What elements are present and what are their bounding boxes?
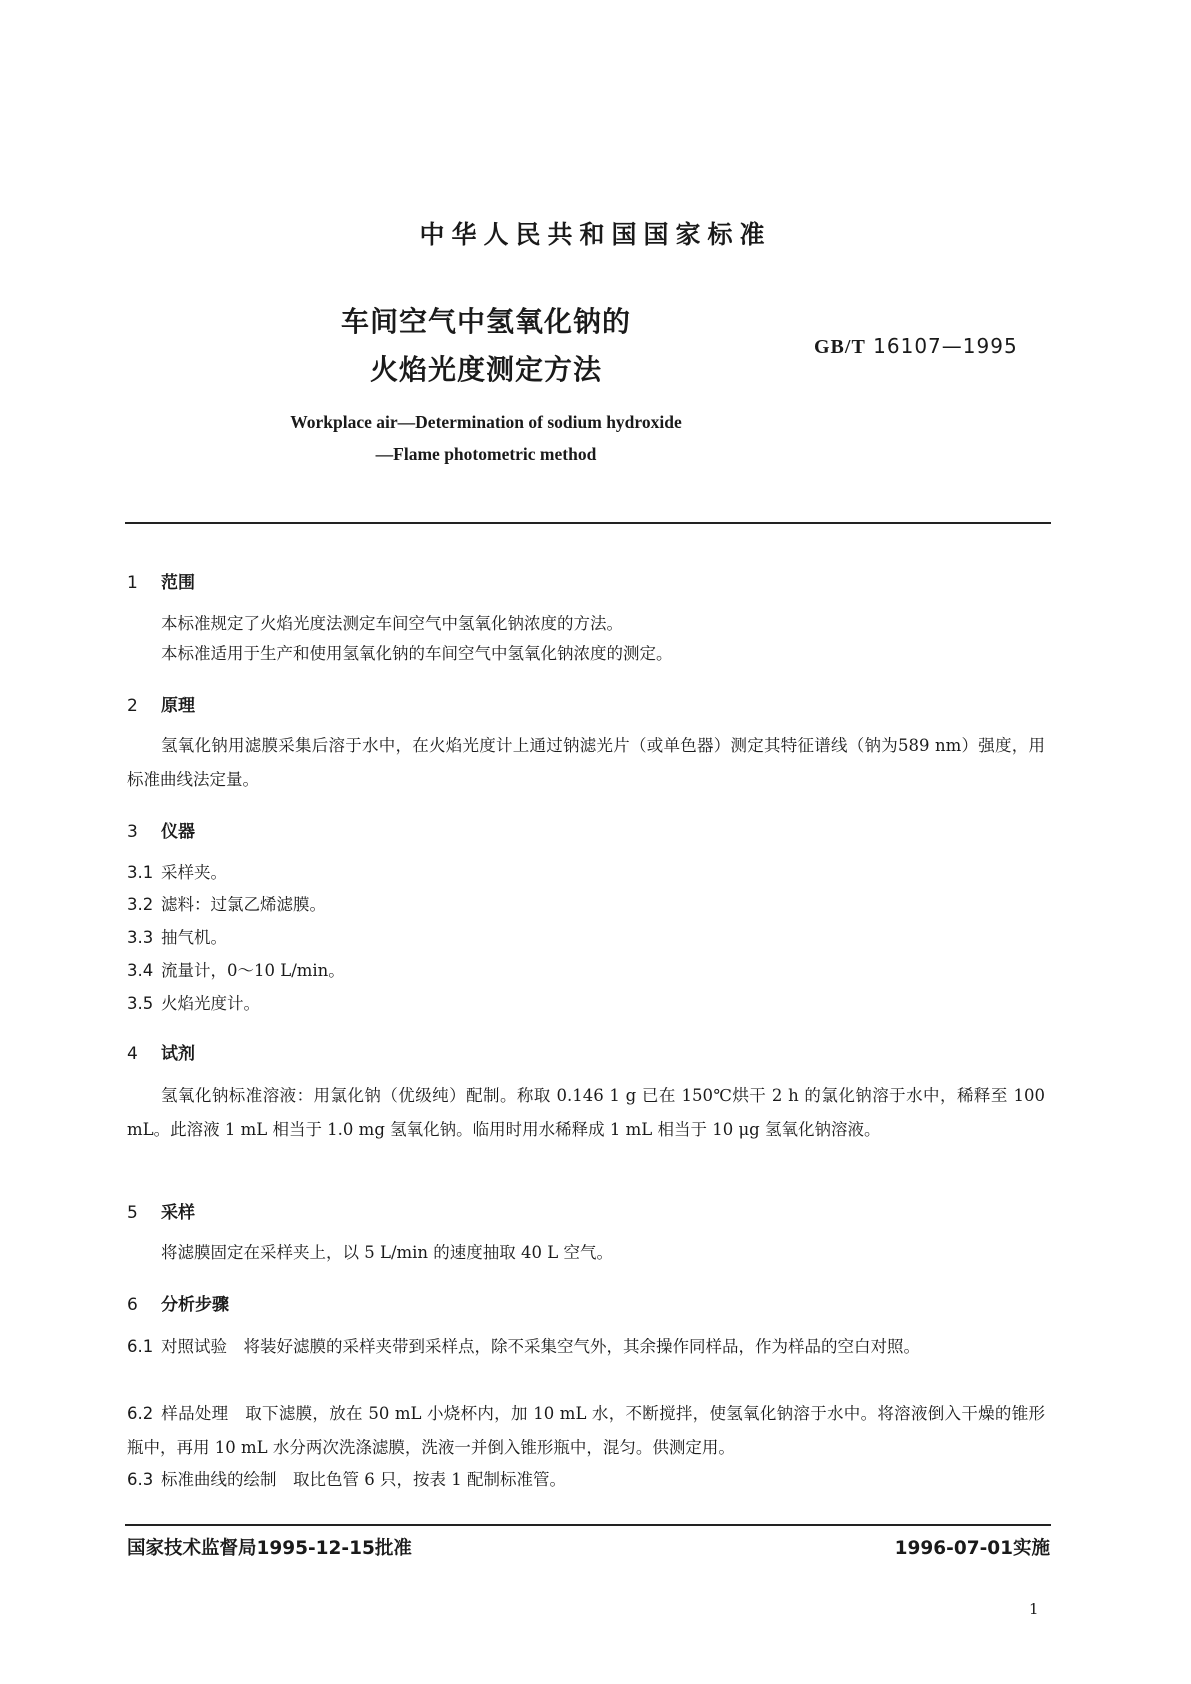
title-en-line2: —Flame photometric method — [375, 444, 597, 464]
item-number: 3.5 — [127, 994, 154, 1013]
section-5-heading — [127, 1198, 195, 1223]
national-standard-heading: 中华人民共和国国家标准 — [419, 220, 772, 249]
section-2-heading — [127, 691, 195, 716]
section-4-heading — [127, 1039, 195, 1064]
section-1-para-2: 本标准适用于生产和使用氢氧化钠的车间空气中氢氧化钠浓度的测定。 — [161, 644, 673, 663]
list-item — [127, 924, 227, 948]
item-number: 6.1 — [127, 1337, 154, 1356]
header-divider — [125, 522, 1051, 524]
item-text: 滤料：过氯乙烯滤膜。 — [161, 895, 326, 914]
item-number: 3.4 — [127, 961, 154, 980]
list-item — [127, 1330, 1045, 1364]
section-number: 5 — [127, 1203, 138, 1223]
section-1-heading — [127, 568, 195, 593]
title-en-line1: Workplace air—Determination of sodium hydroxide — [290, 412, 682, 432]
section-2-para-1: 氢氧化钠用滤膜采集后溶于水中，在火焰光度计上通过钠滤光片（或单色器）测定其特征谱线（钠为589 nm）强度，用标准曲线法定量。 — [127, 736, 1045, 789]
section-4-para-1: 氢氧化钠标准溶液：用氯化钠（优级纯）配制。称取 0.146 1 g 已在 150℃烘干 2 h 的氯化钠溶于水中，稀释至 100 mL。此溶液 1 mL 相当于 1.0 mg 氢氧化钠。临用时用水稀释成 1 mL 相当于 10 μg 氢氧化钠溶液。 — [127, 1086, 1045, 1139]
section-1-para-1: 本标准规定了火焰光度法测定车间空气中氢氧化钠浓度的方法。 — [161, 614, 623, 633]
section-5-para-1: 将滤膜固定在采样夹上，以 5 L/min 的速度抽取 40 L 空气。 — [161, 1243, 613, 1262]
item-text: 对照试验 将装好滤膜的采样夹带到采样点，除不采集空气外，其余操作同样品，作为样品的空白对照。 — [161, 1337, 920, 1356]
list-item — [127, 891, 326, 915]
list-item — [127, 1397, 1045, 1465]
item-text: 流量计，0～10 L/min。 — [161, 961, 345, 980]
title-cn-line1: 车间空气中氢氧化钠的 — [340, 305, 631, 338]
approval-date: 国家技术监督局1995-12-15批准 — [127, 1538, 412, 1559]
item-number: 6.3 — [127, 1470, 154, 1489]
item-number: 3.2 — [127, 895, 154, 914]
section-title: 分析步骤 — [161, 1295, 229, 1315]
section-title: 试剂 — [161, 1044, 195, 1064]
section-3-heading — [127, 817, 195, 842]
item-text: 采样夹。 — [161, 863, 227, 882]
section-number: 2 — [127, 696, 138, 716]
section-title: 原理 — [161, 696, 195, 716]
section-number: 4 — [127, 1044, 138, 1064]
section-number: 3 — [127, 822, 138, 842]
list-item — [127, 957, 345, 981]
section-number: 1 — [127, 573, 138, 593]
item-number: 3.1 — [127, 863, 154, 882]
section-title: 范围 — [161, 573, 195, 593]
standard-code: 16107—1995 — [873, 334, 1018, 358]
page-number: 1 — [1029, 1600, 1039, 1618]
list-item — [127, 1463, 1045, 1497]
section-title: 仪器 — [161, 822, 195, 842]
item-text: 样品处理 取下滤膜，放在 50 mL 小烧杯内，加 10 mL 水，不断搅拌，使氢氧化钠溶于水中。将溶液倒入干燥的锥形瓶中，再用 10 mL 水分两次洗涤滤膜，洗液一并倒入锥形瓶中，混匀。供测定用。 — [127, 1404, 1045, 1457]
list-item — [127, 990, 260, 1014]
item-number: 3.3 — [127, 928, 154, 947]
item-text: 标准曲线的绘制 取比色管 6 只，按表 1 配制标准管。 — [161, 1470, 566, 1489]
title-cn-line2: 火焰光度测定方法 — [369, 353, 602, 386]
standard-prefix: GB/T — [814, 336, 866, 358]
item-text: 火焰光度计。 — [161, 994, 260, 1013]
item-number: 6.2 — [127, 1404, 154, 1423]
implementation-date: 1996-07-01实施 — [894, 1538, 1050, 1559]
section-6-heading — [127, 1290, 229, 1315]
item-text: 抽气机。 — [161, 928, 227, 947]
section-number: 6 — [127, 1295, 138, 1315]
footer-divider — [125, 1524, 1051, 1526]
list-item — [127, 859, 227, 883]
standard-number — [814, 334, 1018, 359]
section-title: 采样 — [161, 1203, 195, 1223]
